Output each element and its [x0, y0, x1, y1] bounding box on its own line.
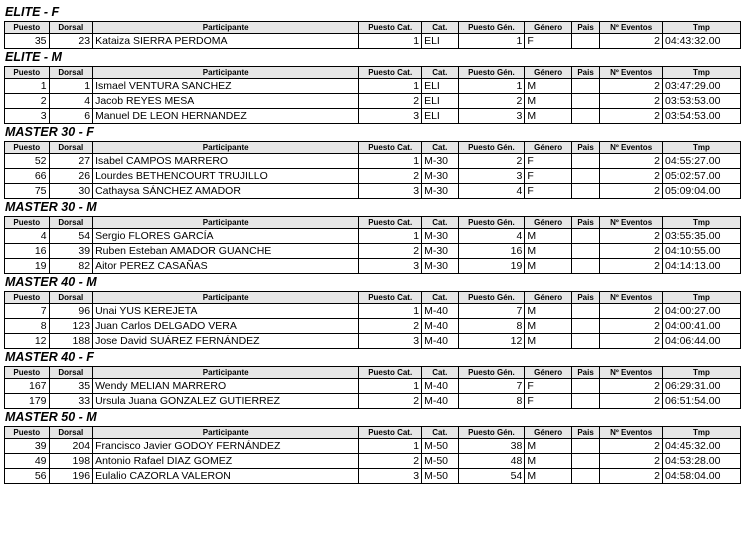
category-cell: M-40: [422, 319, 458, 334]
category-cell: M-50: [422, 439, 458, 454]
header-tmp: Tmp: [663, 67, 741, 79]
category-cell: ELI: [422, 34, 458, 49]
results-table: [4, 426, 741, 484]
gender-position-cell: 3: [458, 169, 525, 184]
header-participante: Participante: [93, 217, 359, 229]
events-count-cell: 2: [600, 469, 663, 484]
participant-cell: Kataiza SIERRA PERDOMA: [93, 34, 359, 49]
category-position-cell: 2: [359, 454, 422, 469]
time-cell: 06:51:54.00: [663, 394, 741, 409]
dorsal-cell: 123: [49, 319, 93, 334]
events-count-cell: 2: [600, 439, 663, 454]
time-cell: 03:54:53.00: [663, 109, 741, 124]
table-row: [5, 259, 741, 274]
participant-cell: Eulalio CAZORLA VALERON: [93, 469, 359, 484]
gender-position-cell: 1: [458, 79, 525, 94]
dorsal-cell: 82: [49, 259, 93, 274]
participant-cell: Cathaysa SÁNCHEZ AMADOR: [93, 184, 359, 199]
dorsal-cell: 1: [49, 79, 93, 94]
header-puesto: Puesto: [5, 142, 50, 154]
header-pais: Pais: [571, 217, 599, 229]
header-cat: Cat.: [422, 292, 458, 304]
puesto-cell: 39: [5, 439, 50, 454]
dorsal-cell: 39: [49, 244, 93, 259]
header-puesto-gen: Puesto Gén.: [458, 367, 525, 379]
puesto-cell: 12: [5, 334, 50, 349]
participant-cell: Ursula Juana GONZALEZ GUTIERREZ: [93, 394, 359, 409]
table-row: [5, 319, 741, 334]
category-cell: M-30: [422, 169, 458, 184]
participant-cell: Ismael VENTURA SANCHEZ: [93, 79, 359, 94]
time-cell: 04:06:44.00: [663, 334, 741, 349]
country-cell: [571, 469, 599, 484]
time-cell: 04:14:13.00: [663, 259, 741, 274]
events-count-cell: 2: [600, 109, 663, 124]
country-cell: [571, 244, 599, 259]
header-tmp: Tmp: [663, 142, 741, 154]
results-table: [4, 21, 741, 49]
country-cell: [571, 229, 599, 244]
header-row: [5, 217, 741, 229]
gender-position-cell: 7: [458, 304, 525, 319]
category-cell: ELI: [422, 109, 458, 124]
gender-position-cell: 38: [458, 439, 525, 454]
results-table: [4, 66, 741, 124]
events-count-cell: 2: [600, 154, 663, 169]
events-count-cell: 2: [600, 94, 663, 109]
category-position-cell: 2: [359, 169, 422, 184]
time-cell: 06:29:31.00: [663, 379, 741, 394]
puesto-cell: 56: [5, 469, 50, 484]
table-row: [5, 454, 741, 469]
header-puesto: Puesto: [5, 217, 50, 229]
header-n-eventos: Nº Eventos: [600, 292, 663, 304]
gender-position-cell: 8: [458, 319, 525, 334]
table-row: [5, 439, 741, 454]
gender-cell: M: [525, 319, 572, 334]
country-cell: [571, 379, 599, 394]
puesto-cell: 8: [5, 319, 50, 334]
gender-cell: F: [525, 379, 572, 394]
participant-cell: Jacob REYES MESA: [93, 94, 359, 109]
participant-cell: Antonio Rafael DIAZ GOMEZ: [93, 454, 359, 469]
dorsal-cell: 35: [49, 379, 93, 394]
section-title: ELITE - M: [5, 50, 62, 64]
gender-cell: M: [525, 439, 572, 454]
section-title: MASTER 30 - F: [5, 125, 94, 139]
header-pais: Pais: [571, 67, 599, 79]
puesto-cell: 49: [5, 454, 50, 469]
category-position-cell: 1: [359, 154, 422, 169]
puesto-cell: 179: [5, 394, 50, 409]
table-row: [5, 154, 741, 169]
table-row: [5, 379, 741, 394]
table-row: [5, 229, 741, 244]
participant-cell: Ruben Esteban AMADOR GUANCHE: [93, 244, 359, 259]
header-dorsal: Dorsal: [49, 22, 93, 34]
category-cell: M-40: [422, 334, 458, 349]
header-genero: Género: [525, 427, 572, 439]
country-cell: [571, 184, 599, 199]
country-cell: [571, 394, 599, 409]
table-row: [5, 34, 741, 49]
dorsal-cell: 33: [49, 394, 93, 409]
category-position-cell: 1: [359, 379, 422, 394]
category-position-cell: 1: [359, 304, 422, 319]
category-position-cell: 1: [359, 229, 422, 244]
header-puesto-gen: Puesto Gén.: [458, 67, 525, 79]
category-position-cell: 3: [359, 109, 422, 124]
dorsal-cell: 204: [49, 439, 93, 454]
header-genero: Género: [525, 367, 572, 379]
header-n-eventos: Nº Eventos: [600, 67, 663, 79]
header-participante: Participante: [93, 67, 359, 79]
puesto-cell: 2: [5, 94, 50, 109]
country-cell: [571, 79, 599, 94]
country-cell: [571, 319, 599, 334]
puesto-cell: 3: [5, 109, 50, 124]
participant-cell: Francisco Javier GODOY FERNÁNDEZ: [93, 439, 359, 454]
dorsal-cell: 4: [49, 94, 93, 109]
header-tmp: Tmp: [663, 292, 741, 304]
section-title: ELITE - F: [5, 5, 60, 19]
participant-cell: Jose David SUÁREZ FERNÁNDEZ: [93, 334, 359, 349]
header-dorsal: Dorsal: [49, 427, 93, 439]
events-count-cell: 2: [600, 379, 663, 394]
table-row: [5, 109, 741, 124]
participant-cell: Lourdes BETHENCOURT TRUJILLO: [93, 169, 359, 184]
country-cell: [571, 259, 599, 274]
puesto-cell: 7: [5, 304, 50, 319]
results-document: [4, 4, 741, 484]
participant-cell: Isabel CAMPOS MARRERO: [93, 154, 359, 169]
time-cell: 05:09:04.00: [663, 184, 741, 199]
gender-cell: M: [525, 94, 572, 109]
table-row: [5, 304, 741, 319]
results-table: [4, 366, 741, 409]
category-cell: M-30: [422, 229, 458, 244]
header-row: [5, 292, 741, 304]
gender-cell: M: [525, 109, 572, 124]
header-tmp: Tmp: [663, 22, 741, 34]
header-n-eventos: Nº Eventos: [600, 142, 663, 154]
header-pais: Pais: [571, 292, 599, 304]
header-cat: Cat.: [422, 217, 458, 229]
results-table: [4, 141, 741, 199]
country-cell: [571, 334, 599, 349]
header-genero: Género: [525, 292, 572, 304]
gender-cell: M: [525, 79, 572, 94]
puesto-cell: 52: [5, 154, 50, 169]
header-n-eventos: Nº Eventos: [600, 217, 663, 229]
country-cell: [571, 154, 599, 169]
header-cat: Cat.: [422, 67, 458, 79]
header-tmp: Tmp: [663, 367, 741, 379]
gender-position-cell: 2: [458, 154, 525, 169]
category-cell: M-40: [422, 304, 458, 319]
table-row: [5, 394, 741, 409]
header-puesto-gen: Puesto Gén.: [458, 427, 525, 439]
header-row: [5, 367, 741, 379]
gender-position-cell: 54: [458, 469, 525, 484]
events-count-cell: 2: [600, 304, 663, 319]
header-dorsal: Dorsal: [49, 367, 93, 379]
header-puesto-cat: Puesto Cat.: [359, 427, 422, 439]
events-count-cell: 2: [600, 79, 663, 94]
participant-cell: Aitor PEREZ CASAÑAS: [93, 259, 359, 274]
dorsal-cell: 198: [49, 454, 93, 469]
category-position-cell: 3: [359, 334, 422, 349]
events-count-cell: 2: [600, 394, 663, 409]
header-participante: Participante: [93, 22, 359, 34]
gender-cell: F: [525, 34, 572, 49]
results-table: [4, 291, 741, 349]
time-cell: 03:53:53.00: [663, 94, 741, 109]
puesto-cell: 167: [5, 379, 50, 394]
header-genero: Género: [525, 22, 572, 34]
header-participante: Participante: [93, 142, 359, 154]
category-cell: M-30: [422, 244, 458, 259]
gender-position-cell: 12: [458, 334, 525, 349]
country-cell: [571, 34, 599, 49]
country-cell: [571, 109, 599, 124]
puesto-cell: 1: [5, 79, 50, 94]
header-puesto-cat: Puesto Cat.: [359, 292, 422, 304]
header-cat: Cat.: [422, 142, 458, 154]
results-section: [4, 274, 741, 349]
header-dorsal: Dorsal: [49, 292, 93, 304]
header-pais: Pais: [571, 142, 599, 154]
participant-cell: Sergio FLORES GARCÍA: [93, 229, 359, 244]
gender-cell: M: [525, 469, 572, 484]
gender-position-cell: 48: [458, 454, 525, 469]
section-title: MASTER 50 - M: [5, 410, 97, 424]
gender-position-cell: 4: [458, 229, 525, 244]
dorsal-cell: 26: [49, 169, 93, 184]
results-section: [4, 124, 741, 199]
gender-cell: M: [525, 259, 572, 274]
header-dorsal: Dorsal: [49, 217, 93, 229]
table-row: [5, 184, 741, 199]
header-puesto-cat: Puesto Cat.: [359, 142, 422, 154]
gender-cell: M: [525, 454, 572, 469]
time-cell: 04:00:27.00: [663, 304, 741, 319]
category-position-cell: 1: [359, 34, 422, 49]
time-cell: 04:43:32.00: [663, 34, 741, 49]
results-section: [4, 349, 741, 409]
table-row: [5, 79, 741, 94]
participant-cell: Manuel DE LEON HERNANDEZ: [93, 109, 359, 124]
category-cell: ELI: [422, 94, 458, 109]
events-count-cell: 2: [600, 334, 663, 349]
gender-position-cell: 3: [458, 109, 525, 124]
category-position-cell: 2: [359, 319, 422, 334]
header-row: [5, 22, 741, 34]
participant-cell: Wendy MELIAN MARRERO: [93, 379, 359, 394]
gender-position-cell: 4: [458, 184, 525, 199]
header-row: [5, 427, 741, 439]
events-count-cell: 2: [600, 319, 663, 334]
category-position-cell: 3: [359, 184, 422, 199]
puesto-cell: 4: [5, 229, 50, 244]
header-puesto-gen: Puesto Gén.: [458, 22, 525, 34]
header-pais: Pais: [571, 367, 599, 379]
country-cell: [571, 439, 599, 454]
results-section: [4, 4, 741, 49]
section-title: MASTER 40 - F: [5, 350, 94, 364]
header-participante: Participante: [93, 427, 359, 439]
gender-cell: F: [525, 169, 572, 184]
category-position-cell: 2: [359, 244, 422, 259]
header-puesto: Puesto: [5, 292, 50, 304]
header-genero: Género: [525, 142, 572, 154]
category-cell: ELI: [422, 79, 458, 94]
header-genero: Género: [525, 217, 572, 229]
header-row: [5, 67, 741, 79]
country-cell: [571, 169, 599, 184]
country-cell: [571, 454, 599, 469]
category-cell: M-40: [422, 394, 458, 409]
header-pais: Pais: [571, 22, 599, 34]
events-count-cell: 2: [600, 34, 663, 49]
header-cat: Cat.: [422, 427, 458, 439]
category-position-cell: 1: [359, 439, 422, 454]
puesto-cell: 75: [5, 184, 50, 199]
table-row: [5, 169, 741, 184]
category-position-cell: 3: [359, 469, 422, 484]
dorsal-cell: 96: [49, 304, 93, 319]
country-cell: [571, 94, 599, 109]
gender-cell: F: [525, 154, 572, 169]
table-row: [5, 469, 741, 484]
header-puesto: Puesto: [5, 67, 50, 79]
header-row: [5, 142, 741, 154]
header-participante: Participante: [93, 292, 359, 304]
events-count-cell: 2: [600, 169, 663, 184]
gender-position-cell: 7: [458, 379, 525, 394]
header-participante: Participante: [93, 367, 359, 379]
header-puesto-gen: Puesto Gén.: [458, 292, 525, 304]
header-cat: Cat.: [422, 367, 458, 379]
time-cell: 04:45:32.00: [663, 439, 741, 454]
header-puesto: Puesto: [5, 427, 50, 439]
gender-cell: F: [525, 394, 572, 409]
header-tmp: Tmp: [663, 217, 741, 229]
header-dorsal: Dorsal: [49, 142, 93, 154]
dorsal-cell: 30: [49, 184, 93, 199]
header-dorsal: Dorsal: [49, 67, 93, 79]
header-puesto-cat: Puesto Cat.: [359, 22, 422, 34]
category-cell: M-30: [422, 184, 458, 199]
puesto-cell: 35: [5, 34, 50, 49]
category-cell: M-50: [422, 454, 458, 469]
header-n-eventos: Nº Eventos: [600, 427, 663, 439]
events-count-cell: 2: [600, 184, 663, 199]
header-cat: Cat.: [422, 22, 458, 34]
time-cell: 03:55:35.00: [663, 229, 741, 244]
table-row: [5, 94, 741, 109]
category-position-cell: 3: [359, 259, 422, 274]
category-position-cell: 1: [359, 79, 422, 94]
results-section: [4, 49, 741, 124]
header-puesto: Puesto: [5, 22, 50, 34]
time-cell: 04:00:41.00: [663, 319, 741, 334]
category-cell: M-30: [422, 259, 458, 274]
dorsal-cell: 196: [49, 469, 93, 484]
header-puesto-cat: Puesto Cat.: [359, 367, 422, 379]
gender-position-cell: 16: [458, 244, 525, 259]
category-position-cell: 2: [359, 94, 422, 109]
time-cell: 05:02:57.00: [663, 169, 741, 184]
dorsal-cell: 27: [49, 154, 93, 169]
header-n-eventos: Nº Eventos: [600, 367, 663, 379]
country-cell: [571, 304, 599, 319]
dorsal-cell: 54: [49, 229, 93, 244]
gender-cell: M: [525, 244, 572, 259]
gender-cell: M: [525, 229, 572, 244]
events-count-cell: 2: [600, 454, 663, 469]
gender-cell: F: [525, 184, 572, 199]
time-cell: 04:10:55.00: [663, 244, 741, 259]
events-count-cell: 2: [600, 259, 663, 274]
table-row: [5, 244, 741, 259]
section-title: MASTER 30 - M: [5, 200, 97, 214]
gender-cell: M: [525, 334, 572, 349]
header-tmp: Tmp: [663, 427, 741, 439]
puesto-cell: 16: [5, 244, 50, 259]
header-puesto-cat: Puesto Cat.: [359, 217, 422, 229]
puesto-cell: 66: [5, 169, 50, 184]
category-cell: M-40: [422, 379, 458, 394]
header-genero: Género: [525, 67, 572, 79]
dorsal-cell: 188: [49, 334, 93, 349]
time-cell: 03:47:29.00: [663, 79, 741, 94]
gender-cell: M: [525, 304, 572, 319]
puesto-cell: 19: [5, 259, 50, 274]
events-count-cell: 2: [600, 244, 663, 259]
results-table: [4, 216, 741, 274]
time-cell: 04:58:04.00: [663, 469, 741, 484]
participant-cell: Juan Carlos DELGADO VERA: [93, 319, 359, 334]
results-section: [4, 199, 741, 274]
section-title: MASTER 40 - M: [5, 275, 97, 289]
gender-position-cell: 19: [458, 259, 525, 274]
header-puesto-cat: Puesto Cat.: [359, 67, 422, 79]
header-puesto-gen: Puesto Gén.: [458, 142, 525, 154]
table-row: [5, 334, 741, 349]
category-position-cell: 2: [359, 394, 422, 409]
header-puesto: Puesto: [5, 367, 50, 379]
gender-position-cell: 2: [458, 94, 525, 109]
header-pais: Pais: [571, 427, 599, 439]
results-section: [4, 409, 741, 484]
gender-position-cell: 1: [458, 34, 525, 49]
dorsal-cell: 6: [49, 109, 93, 124]
participant-cell: Unai YUS KEREJETA: [93, 304, 359, 319]
dorsal-cell: 23: [49, 34, 93, 49]
header-puesto-gen: Puesto Gén.: [458, 217, 525, 229]
events-count-cell: 2: [600, 229, 663, 244]
gender-position-cell: 8: [458, 394, 525, 409]
header-n-eventos: Nº Eventos: [600, 22, 663, 34]
time-cell: 04:55:27.00: [663, 154, 741, 169]
category-cell: M-30: [422, 154, 458, 169]
category-cell: M-50: [422, 469, 458, 484]
time-cell: 04:53:28.00: [663, 454, 741, 469]
